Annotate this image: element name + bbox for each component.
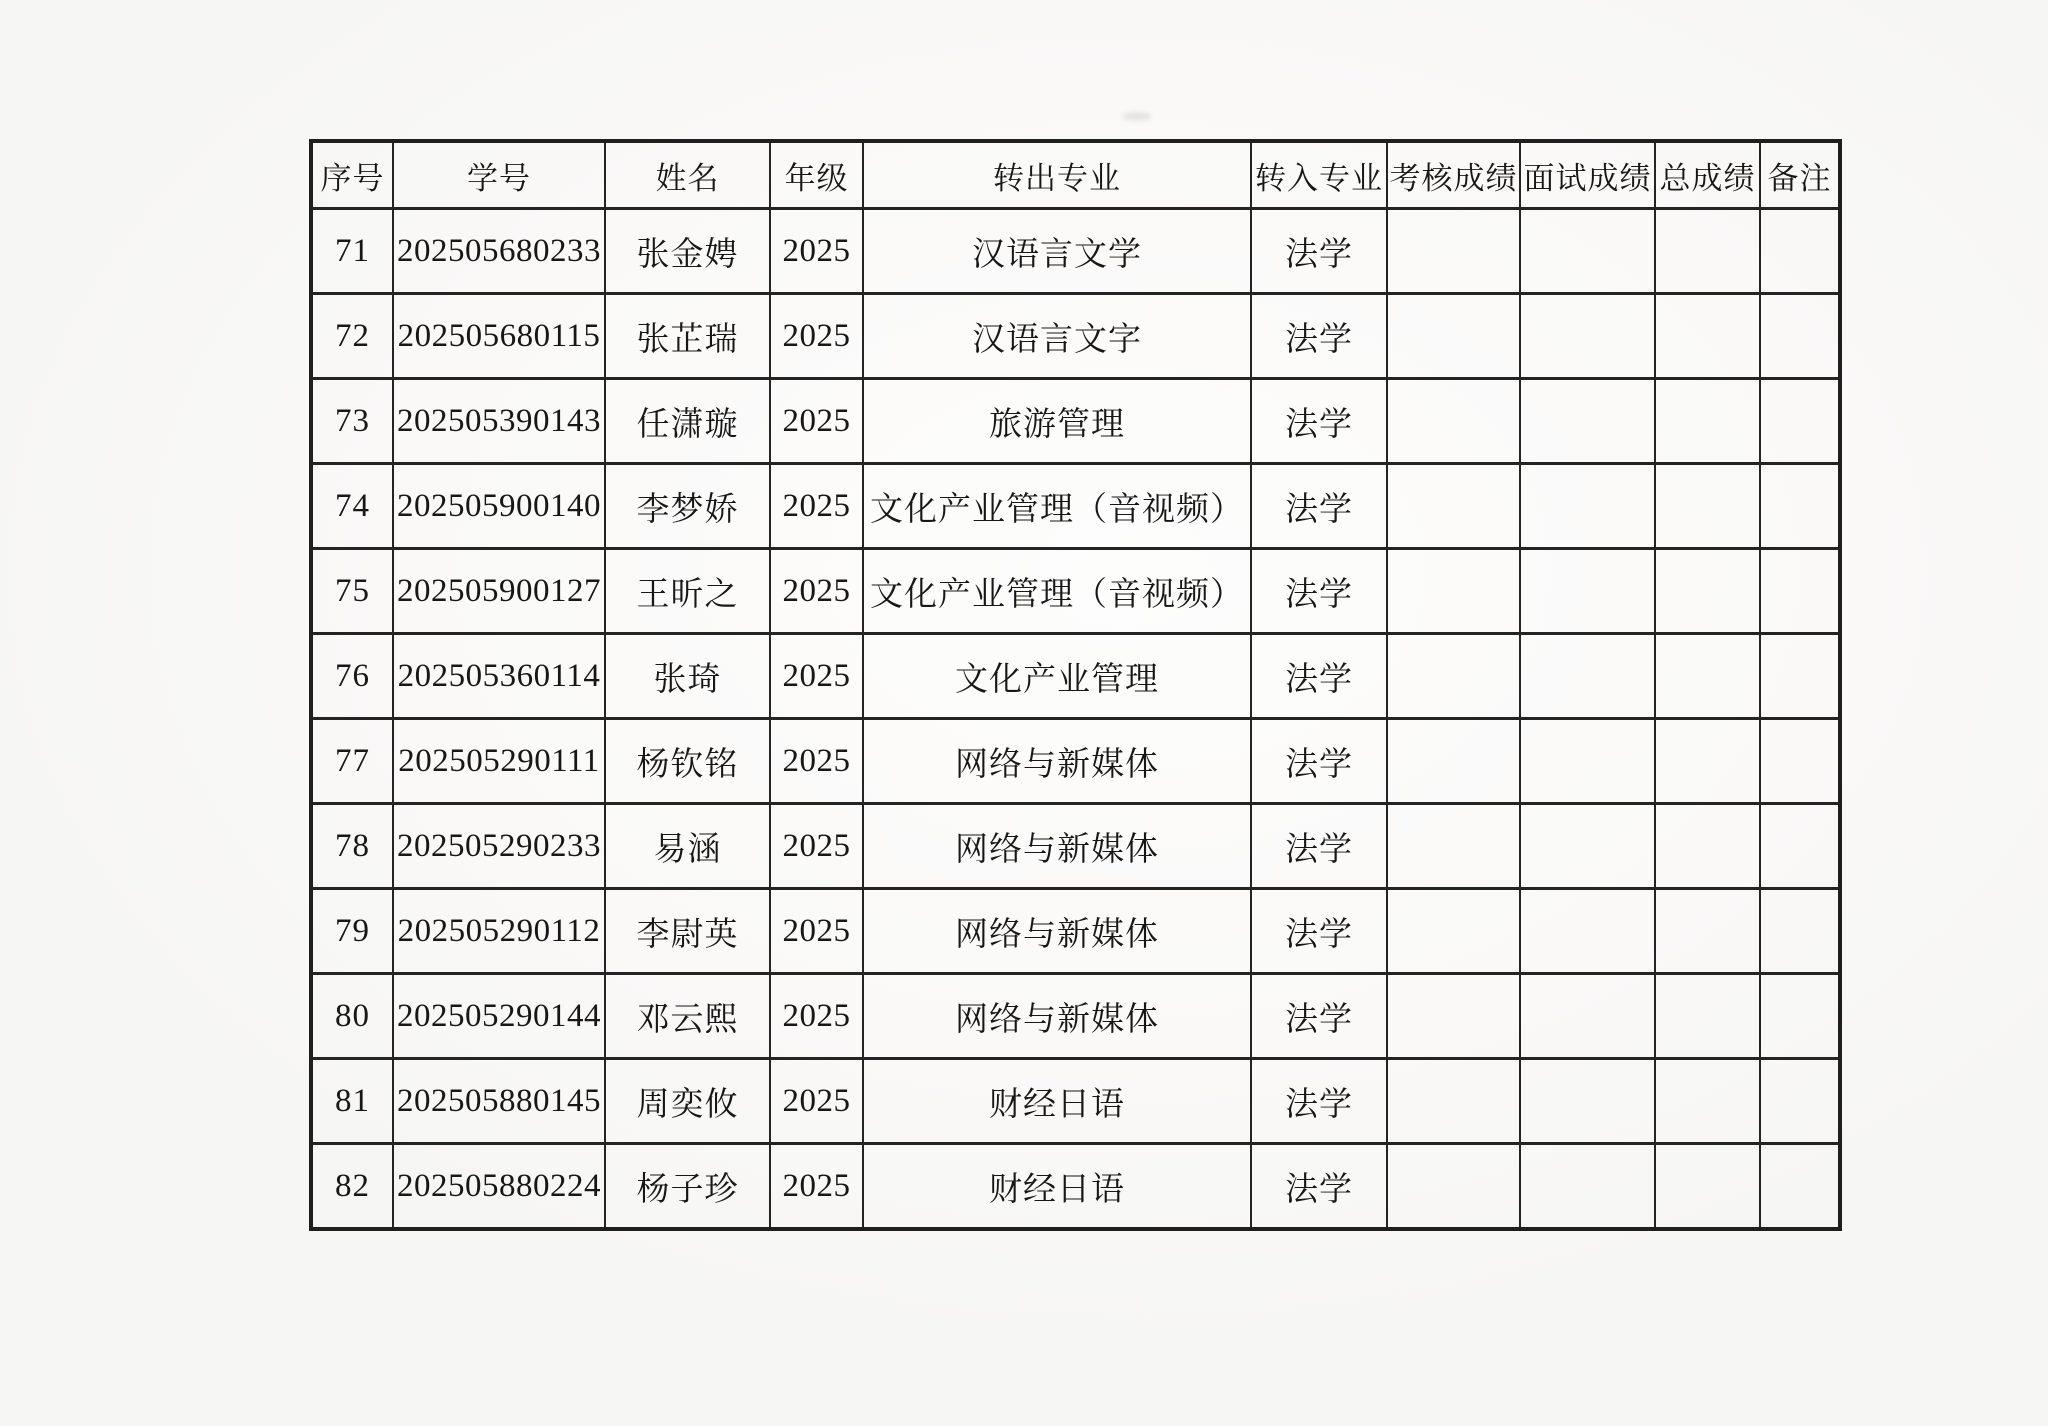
cell-no: 81 <box>311 1059 393 1144</box>
cell-name: 李梦娇 <box>605 464 770 549</box>
cell-remark <box>1760 719 1840 804</box>
cell-no: 82 <box>311 1144 393 1230</box>
cell-total_score <box>1655 1144 1760 1230</box>
cell-student_id: 202505680115 <box>393 294 605 379</box>
student-transfer-table <box>309 139 1842 1231</box>
cell-from_major: 汉语言文学 <box>863 209 1251 294</box>
cell-from_major: 网络与新媒体 <box>863 889 1251 974</box>
cell-remark <box>1760 464 1840 549</box>
cell-remark <box>1760 634 1840 719</box>
cell-remark <box>1760 1144 1840 1230</box>
cell-grade: 2025 <box>770 294 863 379</box>
cell-student_id: 202505900127 <box>393 549 605 634</box>
cell-no: 74 <box>311 464 393 549</box>
cell-exam_score <box>1387 889 1520 974</box>
cell-to_major: 法学 <box>1251 889 1387 974</box>
cell-exam_score <box>1387 1059 1520 1144</box>
table-body <box>311 209 1840 1230</box>
cell-to_major: 法学 <box>1251 1059 1387 1144</box>
cell-name: 邓云熙 <box>605 974 770 1059</box>
table-row <box>311 804 1840 889</box>
cell-to_major: 法学 <box>1251 294 1387 379</box>
table-row <box>311 974 1840 1059</box>
cell-total_score <box>1655 974 1760 1059</box>
table-row <box>311 209 1840 294</box>
cell-no: 77 <box>311 719 393 804</box>
cell-total_score <box>1655 634 1760 719</box>
cell-to_major: 法学 <box>1251 209 1387 294</box>
column-header-remark: 备注 <box>1760 141 1840 209</box>
cell-name: 易涵 <box>605 804 770 889</box>
cell-student_id: 202505880224 <box>393 1144 605 1230</box>
cell-remark <box>1760 889 1840 974</box>
cell-from_major: 文化产业管理 <box>863 634 1251 719</box>
cell-from_major: 网络与新媒体 <box>863 719 1251 804</box>
table-row <box>311 719 1840 804</box>
cell-name: 张芷瑞 <box>605 294 770 379</box>
cell-exam_score <box>1387 549 1520 634</box>
cell-from_major: 网络与新媒体 <box>863 974 1251 1059</box>
cell-remark <box>1760 974 1840 1059</box>
cell-grade: 2025 <box>770 889 863 974</box>
cell-exam_score <box>1387 634 1520 719</box>
cell-name: 杨子珍 <box>605 1144 770 1230</box>
cell-name: 杨钦铭 <box>605 719 770 804</box>
header-row <box>311 141 1840 209</box>
cell-exam_score <box>1387 294 1520 379</box>
cell-grade: 2025 <box>770 379 863 464</box>
cell-grade: 2025 <box>770 209 863 294</box>
cell-interview_score <box>1520 804 1655 889</box>
cell-name: 李尉英 <box>605 889 770 974</box>
cell-remark <box>1760 209 1840 294</box>
cell-interview_score <box>1520 464 1655 549</box>
cell-exam_score <box>1387 974 1520 1059</box>
cell-total_score <box>1655 1059 1760 1144</box>
column-header-interview_score: 面试成绩 <box>1520 141 1655 209</box>
column-header-student_id: 学号 <box>393 141 605 209</box>
cell-to_major: 法学 <box>1251 549 1387 634</box>
cell-no: 72 <box>311 294 393 379</box>
cell-interview_score <box>1520 294 1655 379</box>
cell-total_score <box>1655 549 1760 634</box>
cell-total_score <box>1655 209 1760 294</box>
cell-student_id: 202505290233 <box>393 804 605 889</box>
cell-remark <box>1760 1059 1840 1144</box>
cell-from_major: 财经日语 <box>863 1059 1251 1144</box>
cell-total_score <box>1655 889 1760 974</box>
cell-from_major: 文化产业管理（音视频） <box>863 549 1251 634</box>
cell-grade: 2025 <box>770 634 863 719</box>
cell-no: 79 <box>311 889 393 974</box>
cell-from_major: 旅游管理 <box>863 379 1251 464</box>
table-row <box>311 549 1840 634</box>
cell-to_major: 法学 <box>1251 719 1387 804</box>
cell-student_id: 202505360114 <box>393 634 605 719</box>
cell-student_id: 202505390143 <box>393 379 605 464</box>
column-header-grade: 年级 <box>770 141 863 209</box>
cell-interview_score <box>1520 889 1655 974</box>
cell-no: 78 <box>311 804 393 889</box>
cell-interview_score <box>1520 209 1655 294</box>
cell-no: 76 <box>311 634 393 719</box>
cell-grade: 2025 <box>770 1059 863 1144</box>
cell-exam_score <box>1387 1144 1520 1230</box>
cell-exam_score <box>1387 804 1520 889</box>
cell-to_major: 法学 <box>1251 804 1387 889</box>
cell-name: 任潇璇 <box>605 379 770 464</box>
cell-total_score <box>1655 294 1760 379</box>
cell-to_major: 法学 <box>1251 379 1387 464</box>
cell-remark <box>1760 804 1840 889</box>
column-header-to_major: 转入专业 <box>1251 141 1387 209</box>
column-header-no: 序号 <box>311 141 393 209</box>
column-header-total_score: 总成绩 <box>1655 141 1760 209</box>
table-row <box>311 1144 1840 1230</box>
cell-remark <box>1760 379 1840 464</box>
cell-interview_score <box>1520 634 1655 719</box>
cell-from_major: 网络与新媒体 <box>863 804 1251 889</box>
table-row <box>311 889 1840 974</box>
cell-to_major: 法学 <box>1251 1144 1387 1230</box>
cell-interview_score <box>1520 1144 1655 1230</box>
table-row <box>311 294 1840 379</box>
cell-to_major: 法学 <box>1251 974 1387 1059</box>
cell-interview_score <box>1520 1059 1655 1144</box>
scan-smudge <box>1122 112 1152 121</box>
cell-exam_score <box>1387 719 1520 804</box>
cell-no: 80 <box>311 974 393 1059</box>
cell-from_major: 文化产业管理（音视频） <box>863 464 1251 549</box>
cell-student_id: 202505290144 <box>393 974 605 1059</box>
column-header-from_major: 转出专业 <box>863 141 1251 209</box>
cell-grade: 2025 <box>770 1144 863 1230</box>
cell-total_score <box>1655 719 1760 804</box>
cell-student_id: 202505290112 <box>393 889 605 974</box>
column-header-exam_score: 考核成绩 <box>1387 141 1520 209</box>
cell-grade: 2025 <box>770 549 863 634</box>
cell-exam_score <box>1387 209 1520 294</box>
cell-interview_score <box>1520 974 1655 1059</box>
cell-name: 张琦 <box>605 634 770 719</box>
table-row <box>311 379 1840 464</box>
table-row <box>311 1059 1840 1144</box>
cell-exam_score <box>1387 379 1520 464</box>
cell-grade: 2025 <box>770 464 863 549</box>
cell-interview_score <box>1520 549 1655 634</box>
cell-interview_score <box>1520 379 1655 464</box>
cell-student_id: 202505680233 <box>393 209 605 294</box>
cell-name: 王昕之 <box>605 549 770 634</box>
cell-student_id: 202505290111 <box>393 719 605 804</box>
cell-from_major: 汉语言文字 <box>863 294 1251 379</box>
cell-no: 73 <box>311 379 393 464</box>
cell-exam_score <box>1387 464 1520 549</box>
cell-from_major: 财经日语 <box>863 1144 1251 1230</box>
cell-remark <box>1760 294 1840 379</box>
cell-to_major: 法学 <box>1251 464 1387 549</box>
column-header-name: 姓名 <box>605 141 770 209</box>
cell-interview_score <box>1520 719 1655 804</box>
cell-name: 周奕攸 <box>605 1059 770 1144</box>
cell-total_score <box>1655 379 1760 464</box>
table-row <box>311 464 1840 549</box>
cell-name: 张金娉 <box>605 209 770 294</box>
cell-total_score <box>1655 804 1760 889</box>
cell-student_id: 202505880145 <box>393 1059 605 1144</box>
cell-no: 75 <box>311 549 393 634</box>
cell-grade: 2025 <box>770 974 863 1059</box>
cell-no: 71 <box>311 209 393 294</box>
cell-remark <box>1760 549 1840 634</box>
cell-grade: 2025 <box>770 719 863 804</box>
cell-student_id: 202505900140 <box>393 464 605 549</box>
cell-grade: 2025 <box>770 804 863 889</box>
table-row <box>311 634 1840 719</box>
cell-total_score <box>1655 464 1760 549</box>
cell-to_major: 法学 <box>1251 634 1387 719</box>
